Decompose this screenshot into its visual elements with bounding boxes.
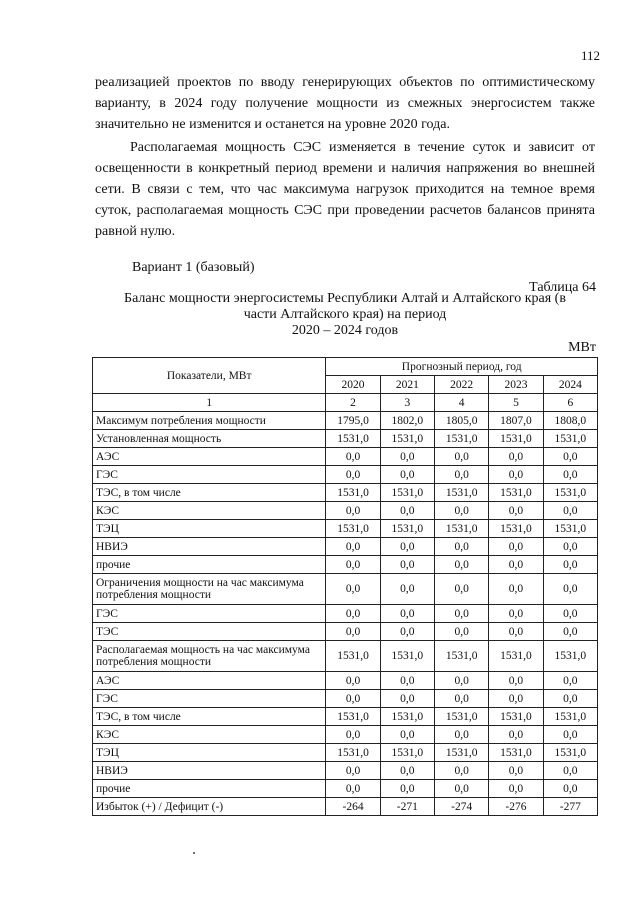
table-row	[93, 574, 598, 605]
row-value: 0,0	[489, 623, 543, 641]
row-value: 0,0	[489, 538, 543, 556]
row-value: 0,0	[435, 726, 489, 744]
table-row	[93, 744, 598, 762]
row-value: 0,0	[380, 726, 434, 744]
row-value: 0,0	[435, 466, 489, 484]
table-caption-line-3: 2020 – 2024 годов	[291, 323, 399, 338]
row-value: 0,0	[489, 672, 543, 690]
row-value: 0,0	[489, 502, 543, 520]
column-number: 2	[326, 394, 380, 412]
row-value: 1531,0	[380, 484, 434, 502]
row-value: 0,0	[435, 690, 489, 708]
row-value: 1531,0	[543, 430, 597, 448]
table-row	[93, 672, 598, 690]
table-row	[93, 726, 598, 744]
row-value: 0,0	[326, 538, 380, 556]
row-value: 0,0	[489, 690, 543, 708]
row-value: 0,0	[489, 448, 543, 466]
table-row	[93, 690, 598, 708]
row-label: Располагаемая мощность на час максимума потребления мощности	[93, 641, 326, 672]
page-number: 112	[580, 48, 600, 63]
row-value: 1531,0	[543, 484, 597, 502]
table-row	[93, 430, 598, 448]
row-value: 0,0	[435, 502, 489, 520]
row-value: 1531,0	[380, 520, 434, 538]
row-label: ТЭЦ	[93, 520, 326, 538]
row-value: 1808,0	[543, 412, 597, 430]
row-value: 0,0	[326, 466, 380, 484]
row-value: 1531,0	[380, 641, 434, 672]
row-value: 0,0	[435, 762, 489, 780]
header-year: 2021	[380, 376, 434, 394]
row-value: 0,0	[326, 556, 380, 574]
row-value: -271	[380, 798, 434, 816]
row-value: 0,0	[435, 623, 489, 641]
row-value: 0,0	[380, 762, 434, 780]
row-value: 0,0	[380, 672, 434, 690]
column-number: 1	[93, 394, 326, 412]
power-balance-table	[92, 357, 598, 816]
row-value: 0,0	[380, 502, 434, 520]
row-value: 1531,0	[489, 641, 543, 672]
paragraph-1: реализацией проектов по вводу генерирующих объектов по оптимистическому варианту, в 2024 году получение мощности из смежных энергосистем также значительно не изменится и останется на уровне 2020 года.	[95, 75, 595, 132]
row-value: 1531,0	[543, 744, 597, 762]
paragraph-2: Располагаемая мощность СЭС изменяется в течение суток и зависит от освещенности в конкретный период времени и наличия напряжения во внешней сети. В связи с тем, что час максимума нагрузок приходится на темное время суток, располагаемая мощность СЭС при проведении расчетов балансов принята равной нулю.	[95, 140, 595, 239]
table-row	[93, 502, 598, 520]
row-value: 1531,0	[326, 484, 380, 502]
table-row	[93, 798, 598, 816]
row-value: 0,0	[380, 623, 434, 641]
table-row	[93, 466, 598, 484]
header-year: 2023	[489, 376, 543, 394]
row-value: 1802,0	[380, 412, 434, 430]
row-value: 0,0	[489, 780, 543, 798]
row-value: 1531,0	[326, 708, 380, 726]
header-period: Прогнозный период, год	[326, 358, 598, 376]
table-body	[93, 412, 598, 816]
table-row	[93, 538, 598, 556]
table-number: Таблица 64	[529, 280, 596, 295]
body-text	[95, 72, 595, 242]
row-label: прочие	[93, 556, 326, 574]
row-label: КЭС	[93, 502, 326, 520]
table-caption-line-2: части Алтайского края) на период	[243, 307, 447, 322]
table-row	[93, 762, 598, 780]
row-value: 0,0	[489, 726, 543, 744]
row-value: 0,0	[326, 623, 380, 641]
table-row	[93, 708, 598, 726]
row-value: 1531,0	[489, 484, 543, 502]
row-value: 0,0	[435, 780, 489, 798]
row-value: 0,0	[543, 502, 597, 520]
row-value: 1531,0	[543, 641, 597, 672]
table-row	[93, 520, 598, 538]
row-label: АЭС	[93, 448, 326, 466]
row-value: 0,0	[489, 574, 543, 605]
row-value: 1531,0	[380, 744, 434, 762]
row-value: 0,0	[435, 574, 489, 605]
row-value: 1531,0	[543, 708, 597, 726]
row-value: 0,0	[326, 448, 380, 466]
row-value: 1531,0	[435, 744, 489, 762]
row-value: 0,0	[543, 538, 597, 556]
row-value: 1531,0	[435, 430, 489, 448]
row-value: 0,0	[326, 726, 380, 744]
row-value: 0,0	[380, 574, 434, 605]
row-value: 0,0	[326, 605, 380, 623]
row-label: КЭС	[93, 726, 326, 744]
row-value: 0,0	[380, 466, 434, 484]
row-value: 0,0	[380, 538, 434, 556]
row-value: 0,0	[380, 690, 434, 708]
row-label: Ограничения мощности на час максимума потребления мощности	[93, 574, 326, 605]
row-value: -274	[435, 798, 489, 816]
row-label: ТЭЦ	[93, 744, 326, 762]
row-label: Установленная мощность	[93, 430, 326, 448]
row-label: АЭС	[93, 672, 326, 690]
row-value: 1531,0	[489, 430, 543, 448]
table-row	[93, 556, 598, 574]
column-number: 5	[489, 394, 543, 412]
row-label: ТЭС	[93, 623, 326, 641]
row-value: 0,0	[543, 690, 597, 708]
table-row	[93, 605, 598, 623]
row-value: -276	[489, 798, 543, 816]
row-value: 0,0	[543, 780, 597, 798]
table-unit: МВт	[568, 340, 596, 355]
row-value: 0,0	[435, 538, 489, 556]
row-value: 0,0	[380, 605, 434, 623]
row-value: 0,0	[543, 448, 597, 466]
row-value: 0,0	[543, 574, 597, 605]
row-value: 0,0	[489, 466, 543, 484]
row-value: 0,0	[489, 556, 543, 574]
table-row	[93, 780, 598, 798]
row-label: НВИЭ	[93, 538, 326, 556]
row-value: 0,0	[326, 672, 380, 690]
row-value: 1531,0	[489, 520, 543, 538]
row-label: прочие	[93, 780, 326, 798]
row-value: 1531,0	[380, 430, 434, 448]
row-value: 0,0	[543, 726, 597, 744]
row-value: 0,0	[435, 605, 489, 623]
row-value: 0,0	[380, 556, 434, 574]
row-label: ГЭС	[93, 690, 326, 708]
header-year: 2022	[435, 376, 489, 394]
table-row	[93, 448, 598, 466]
row-label: ТЭС, в том числе	[93, 708, 326, 726]
row-value: 1531,0	[380, 708, 434, 726]
row-value: 0,0	[543, 605, 597, 623]
row-value: 1531,0	[435, 708, 489, 726]
row-value: 1531,0	[326, 744, 380, 762]
row-value: 1531,0	[489, 708, 543, 726]
row-value: 0,0	[326, 762, 380, 780]
row-value: 1531,0	[435, 641, 489, 672]
row-value: 0,0	[326, 502, 380, 520]
column-number: 6	[543, 394, 597, 412]
row-value: 1531,0	[326, 520, 380, 538]
row-value: 0,0	[543, 762, 597, 780]
row-value: 0,0	[435, 448, 489, 466]
row-value: 1805,0	[435, 412, 489, 430]
row-label: ТЭС, в том числе	[93, 484, 326, 502]
row-value: 0,0	[326, 690, 380, 708]
row-label: ГЭС	[93, 466, 326, 484]
table-caption-line-1: Баланс мощности энергосистемы Республики Алтай и Алтайского края (в	[124, 291, 566, 306]
row-value: 0,0	[543, 466, 597, 484]
row-label: Избыток (+) / Дефицит (-)	[93, 798, 326, 816]
header-indicator: Показатели, МВт	[93, 358, 326, 394]
column-number: 4	[435, 394, 489, 412]
table-row	[93, 623, 598, 641]
header-year: 2024	[543, 376, 597, 394]
row-value: 1531,0	[435, 484, 489, 502]
table-caption	[95, 291, 595, 339]
row-value: 1531,0	[543, 520, 597, 538]
row-value: 0,0	[435, 556, 489, 574]
row-value: 0,0	[543, 672, 597, 690]
column-number: 3	[380, 394, 434, 412]
row-value: 0,0	[543, 556, 597, 574]
row-value: 1531,0	[326, 641, 380, 672]
row-value: 0,0	[326, 574, 380, 605]
variant-heading: Вариант 1 (базовый)	[132, 260, 255, 275]
scan-dot	[193, 852, 195, 854]
table-row	[93, 641, 598, 672]
row-value: 0,0	[326, 780, 380, 798]
row-value: 0,0	[435, 672, 489, 690]
row-value: 0,0	[380, 780, 434, 798]
row-value: 1531,0	[489, 744, 543, 762]
row-label: ГЭС	[93, 605, 326, 623]
row-value: 1807,0	[489, 412, 543, 430]
row-value: 0,0	[489, 762, 543, 780]
row-value: 1795,0	[326, 412, 380, 430]
row-value: 0,0	[543, 623, 597, 641]
table-row	[93, 412, 598, 430]
row-label: Максимум потребления мощности	[93, 412, 326, 430]
row-value: 0,0	[380, 448, 434, 466]
table-row	[93, 484, 598, 502]
row-value: -264	[326, 798, 380, 816]
row-value: 1531,0	[326, 430, 380, 448]
row-value: -277	[543, 798, 597, 816]
header-year: 2020	[326, 376, 380, 394]
row-value: 0,0	[489, 605, 543, 623]
row-value: 1531,0	[435, 520, 489, 538]
row-label: НВИЭ	[93, 762, 326, 780]
